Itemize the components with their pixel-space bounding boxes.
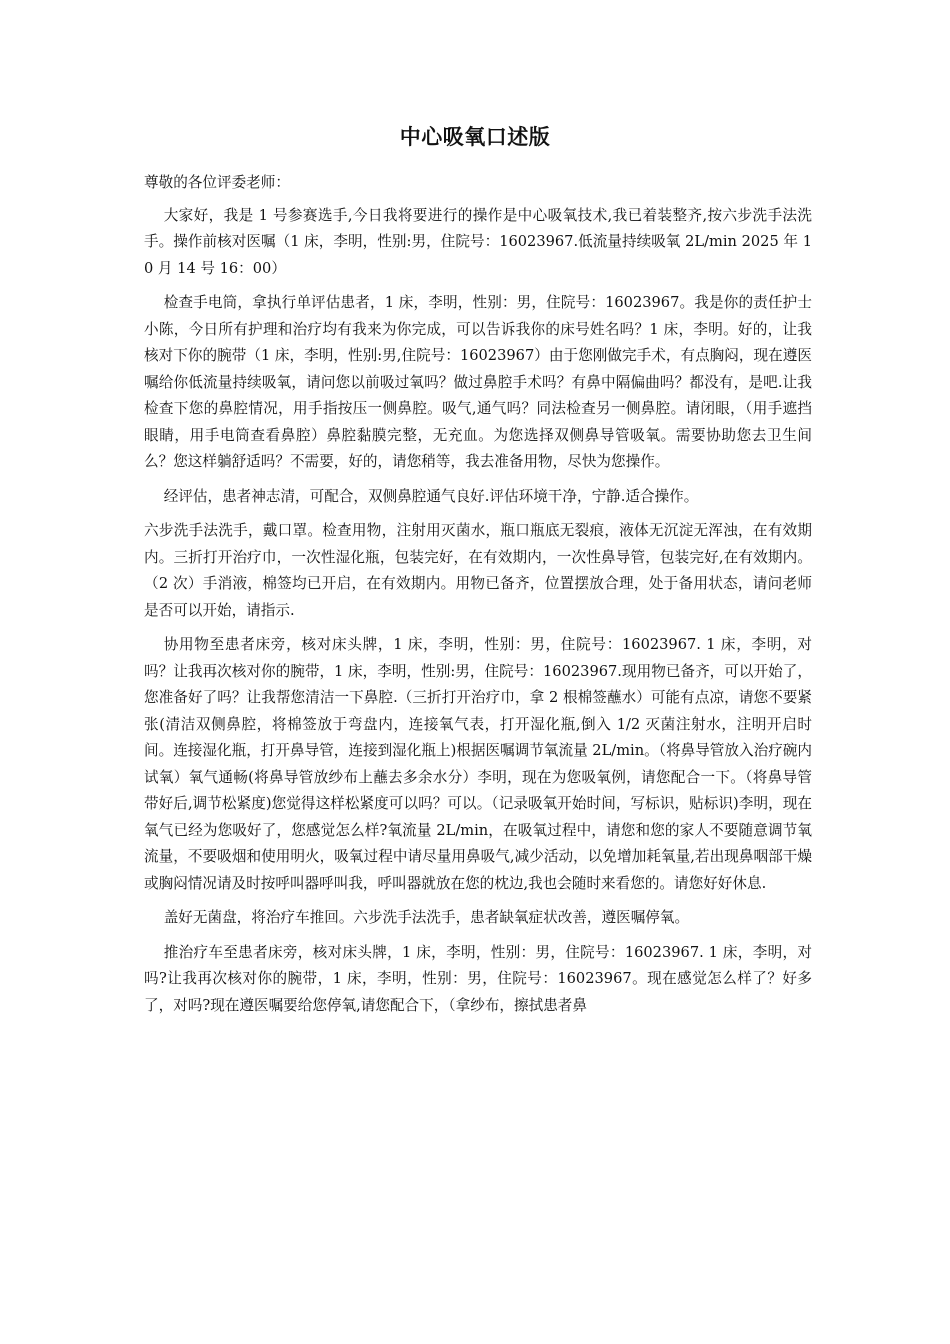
paragraph-preparation: 六步洗手法洗手，戴口罩。检查用物，注射用灭菌水，瓶口瓶底无裂痕，液体无沉淀无浑浊，在有效期内。三折打开治疗巾，一次性湿化瓶，包装完好，在有效期内，一次性鼻导管，包装完好,在有效期内。（2 次）手消液，棉签均已开启，在有效期内。用物已备齐，位置摆放合理，处于备用状态，请问老师是否可以开始，请指示. xyxy=(144,522,812,619)
paragraph-stop-oxygen: 推治疗车至患者床旁，核对床头牌，1 床，李明，性别：男，住院号：16023967. 1 床，李明，对吗?让我再次核对你的腕带，1 床，李明，性别：男，住院号：16023967。现在感觉怎么样了？好多了，对吗?现在遵医嘱要给您停氧,请您配合下，（拿纱布，擦拭患者鼻 xyxy=(144,943,812,1014)
document-title: 中心吸氧口述版 xyxy=(399,124,551,149)
greeting-line: 尊敬的各位评委老师： xyxy=(144,174,290,191)
paragraph-intro: 大家好，我是 1 号参赛选手,今日我将要进行的操作是中心吸氧技术,我已着装整齐,按六步洗手法洗手。操作前核对医嘱（1 床，李明，性别:男，住院号：16023967.低流量持续吸氧 2L/min 2025 年 10 月 14 号 16：00） xyxy=(144,206,812,277)
document-body xyxy=(144,170,812,1019)
paragraph-evaluation: 经评估，患者神志清，可配合，双侧鼻腔通气良好.评估环境干净，宁静.适合操作。 xyxy=(163,487,699,505)
paragraph-cleanup: 盖好无菌盘，将治疗车推回。六步洗手法洗手，患者缺氧症状改善，遵医嘱停氧。 xyxy=(163,909,690,926)
paragraph-procedure: 协用物至患者床旁，核对床头牌，1 床，李明，性别：男，住院号：16023967. 1 床，李明，对吗？让我再次核对你的腕带，1 床，李明，性别:男，住院号：16023967.现用物已备齐，可以开始了，您准备好了吗？让我帮您清洁一下鼻腔.（三折打开治疗巾，拿 2 根棉签蘸水）可能有点凉，请您不要紧张(清洁双侧鼻腔，将棉签放于弯盘内，连接氧气表，打开湿化瓶,倒入 1/2 灭菌注射水，注明开启时间。连接湿化瓶，打开鼻导管，连接到湿化瓶上)根据医嘱调节氧流量 2L/min。（将鼻导管放入治疗碗内试氧）氧气通畅(将鼻导管放纱布上蘸去多余水分）李明，现在为您吸氧例，请您配合一下。（将鼻导管带好后,调节松紧度)您觉得这样松紧度可以吗？可以。（记录吸氧开始时间，写标识，贴标识)李明，现在氧气已经为您吸好了，您感觉怎么样?氧流量 2L/min，在吸氧过程中，请您和您的家人不要随意调节氧流量，不要吸烟和使用明火，吸氧过程中请尽量用鼻吸气,减少活动，以免增加耗氧量,若出现鼻咽部干燥或胸闷情况请及时按呼叫器呼叫我，呼叫器就放在您的枕边,我也会随时来看您的。请您好好休息. xyxy=(144,636,812,892)
paragraph-assessment: 检查手电筒，拿执行单评估患者，1 床，李明，性别：男，住院号：16023967。我是你的责任护士小陈，今日所有护理和治疗均有我来为你完成，可以告诉我你的床号姓名吗？1 床，李明。好的，让我核对下你的腕带（1 床，李明，性别:男,住院号：16023967）由于您刚做完手术，有点胸闷，现在遵医嘱给你低流量持续吸氧，请问您以前吸过氧吗？做过鼻腔手术吗？有鼻中隔偏曲吗？都没有，是吧.让我检查下您的鼻腔情况，用手指按压一侧鼻腔。吸气,通气吗？同法检查另一侧鼻腔。请闭眼，（用手遮挡眼睛，用手电筒查看鼻腔）鼻腔黏膜完整，无充血。为您选择双侧鼻导管吸氧。需要协助您去卫生间么？您这样躺舒适吗？不需要，好的，请您稍等，我去准备用物，尽快为您操作。 xyxy=(144,294,812,470)
